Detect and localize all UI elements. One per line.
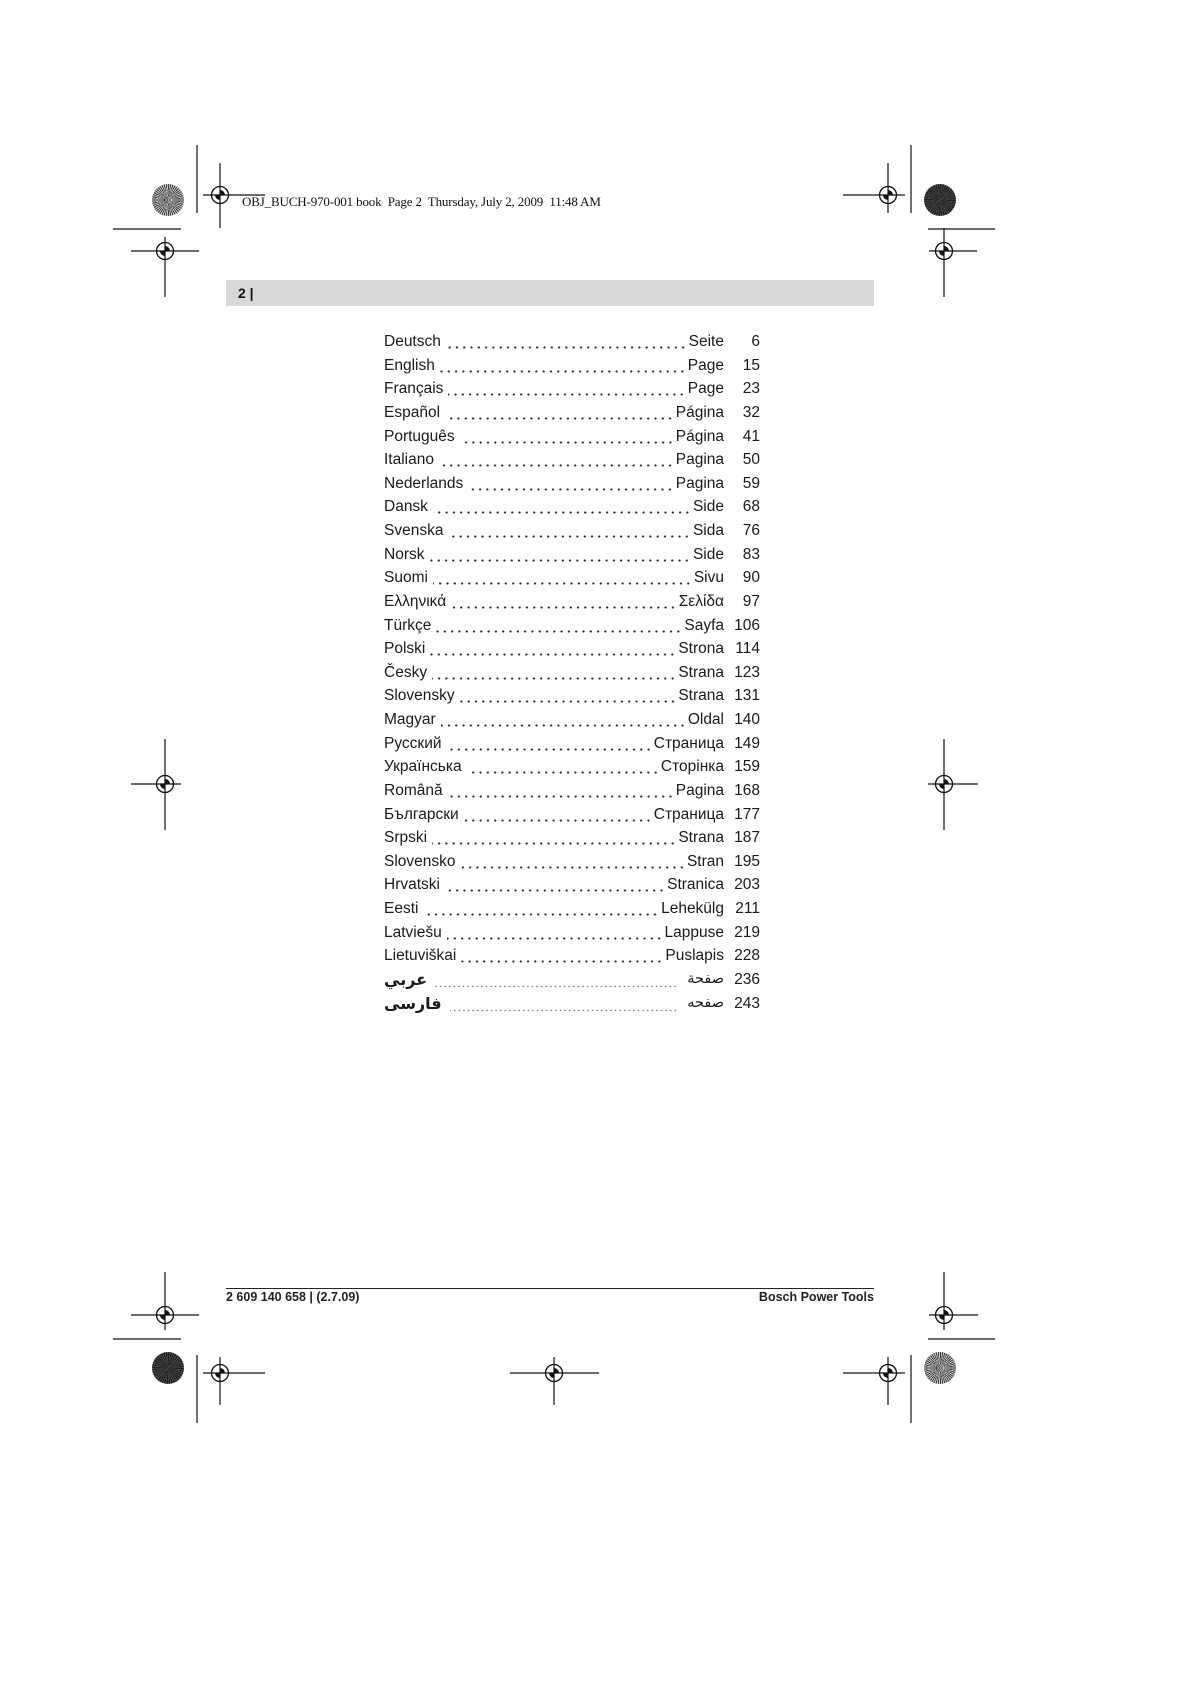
toc-entry [384, 826, 760, 850]
footer-brand: Bosch Power Tools [758, 1290, 874, 1304]
registration-target-fill [220, 1368, 225, 1373]
page-header-bar [226, 280, 874, 306]
footer-document-number: 2 609 140 658 | (2.7.09) [226, 1290, 360, 1304]
dot-leader [433, 495, 691, 519]
toc-entry [384, 661, 760, 685]
dot-leader [461, 850, 685, 874]
page-label: Σελίδα [678, 592, 724, 610]
toc-entry [384, 897, 760, 921]
toc-entry [384, 448, 760, 472]
dot-leader [446, 330, 687, 354]
page-number: 32 [742, 403, 760, 421]
page-number: 228 [734, 947, 760, 965]
toc-entry [384, 637, 760, 661]
registration-target-fill [220, 190, 225, 195]
registration-target-fill [160, 251, 165, 256]
dot-leader [447, 921, 663, 945]
page-label: Página [675, 403, 724, 421]
language-name: Suomi [384, 569, 428, 587]
dot-leader [432, 826, 676, 850]
page-number: 168 [734, 781, 760, 799]
page-number: 243 [734, 994, 760, 1012]
toc-entry [384, 543, 760, 567]
registration-target-fill [888, 190, 893, 195]
language-name: Latviešu [384, 923, 442, 941]
registration-starburst [924, 184, 956, 216]
dot-leader [433, 566, 692, 590]
page-number: 114 [735, 640, 760, 658]
page-number-label: 2 | [238, 285, 254, 301]
registration-target-fill [160, 1315, 165, 1320]
page-number: 59 [742, 474, 760, 492]
language-name: Hrvatski [384, 876, 440, 894]
registration-target-fill [883, 1373, 888, 1378]
page-number: 187 [734, 829, 760, 847]
page-label: Pagina [675, 451, 724, 469]
registration-target-fill [215, 1373, 220, 1378]
toc-entry [384, 614, 760, 638]
page-label: Sida [692, 522, 724, 539]
page-number: 106 [734, 616, 760, 634]
page-label: صفحة [687, 970, 724, 987]
toc-entry [384, 590, 760, 614]
toc-entry [384, 755, 760, 779]
page-number: 68 [742, 498, 760, 516]
dot-leader [435, 968, 677, 992]
language-name: English [384, 356, 435, 374]
page-number: 97 [742, 592, 760, 610]
dot-leader [460, 425, 674, 449]
dot-leader [448, 519, 691, 543]
toc-entry [384, 354, 760, 378]
language-name: Deutsch [384, 333, 441, 350]
page-label: Sivu [693, 569, 724, 587]
language-name: Українська [384, 758, 462, 776]
page-label: Stran [686, 852, 724, 870]
toc-entry [384, 401, 760, 425]
page-number: 23 [742, 380, 760, 398]
page-label: Side [692, 498, 724, 516]
page-number: 83 [742, 545, 760, 563]
registration-target-fill [944, 1310, 949, 1315]
language-name: Lietuviškai [384, 947, 457, 965]
toc-entry [384, 873, 760, 897]
dot-leader [461, 944, 663, 968]
language-name: Български [384, 805, 459, 823]
dot-leader [451, 590, 677, 614]
dot-leader [450, 992, 678, 1016]
language-name: Magyar [384, 711, 436, 728]
dot-leader [445, 401, 674, 425]
dot-leader [432, 661, 676, 685]
page-label: Puslapis [665, 947, 724, 965]
page-label: Страница [653, 734, 724, 752]
registration-target-fill [939, 1315, 944, 1320]
toc-entry [384, 779, 760, 803]
language-name: Dansk [384, 498, 428, 516]
page-label: Page [687, 380, 724, 398]
language-name: Česky [384, 663, 428, 681]
language-name: Русский [384, 734, 442, 752]
dot-leader [467, 755, 659, 779]
page-label: Страница [653, 805, 724, 823]
toc-entry [384, 425, 760, 449]
toc-entry [384, 921, 760, 945]
page-label: Side [692, 545, 724, 563]
toc-entry [384, 472, 760, 496]
registration-target-fill [165, 246, 170, 251]
print-imprint-line: OBJ_BUCH-970-001 book Page 2 Thursday, July 2, 2009 11:48 AM [242, 194, 601, 209]
page-label: Strana [678, 829, 724, 847]
language-name: Norsk [384, 545, 425, 563]
registration-target-fill [549, 1373, 554, 1378]
page-number: 131 [734, 687, 760, 705]
page-label: Página [675, 427, 724, 445]
language-name: Eesti [384, 900, 419, 917]
dot-leader [445, 873, 665, 897]
language-name: Nederlands [384, 474, 464, 492]
page-label: Stranica [667, 876, 724, 894]
page-label: Сторінка [660, 758, 724, 776]
toc-entry [384, 330, 760, 354]
language-name: Srpski [384, 829, 428, 847]
page-label: Lappuse [664, 923, 724, 941]
page-number: 211 [735, 900, 760, 917]
page-label: Seite [688, 333, 724, 350]
dot-leader [448, 779, 674, 803]
language-name: Slovensky [384, 687, 455, 705]
page-number: 140 [734, 711, 760, 728]
toc-entry [384, 803, 760, 827]
toc-entry [384, 708, 760, 732]
page-number: 177 [734, 805, 760, 823]
toc-entry [384, 944, 760, 968]
page-number: 236 [734, 970, 760, 988]
toc-entry [384, 850, 760, 874]
language-name: Svenska [384, 522, 444, 539]
dot-leader [460, 684, 677, 708]
page-number: 6 [751, 333, 760, 350]
page-label: Strona [678, 640, 724, 658]
registration-target-fill [939, 251, 944, 256]
toc-entry [384, 732, 760, 756]
registration-target-fill [554, 1368, 559, 1373]
dot-leader [468, 472, 673, 496]
language-name: Slovensko [384, 852, 456, 870]
toc-entry [384, 377, 760, 401]
page-label: Sayfa [684, 616, 724, 634]
dot-leader [436, 614, 682, 638]
dot-leader [441, 708, 686, 732]
registration-starburst [924, 1352, 956, 1384]
page-number: 15 [742, 356, 760, 374]
language-name: Polski [384, 640, 426, 658]
page-number: 41 [742, 427, 760, 445]
dot-leader [423, 897, 659, 921]
page-number: 195 [734, 852, 760, 870]
registration-target-fill [215, 195, 220, 200]
page-label: Pagina [675, 474, 724, 492]
page-number: 76 [742, 522, 760, 539]
dot-leader [447, 732, 652, 756]
language-name: Português [384, 427, 455, 445]
registration-target-fill [165, 1310, 170, 1315]
page-number: 219 [734, 923, 760, 941]
page-number: 123 [734, 663, 760, 681]
page-label: Strana [678, 663, 724, 681]
language-name: Italiano [384, 451, 434, 469]
registration-starburst [152, 184, 184, 216]
page-number: 90 [742, 569, 760, 587]
registration-target-fill [160, 784, 165, 789]
page-label: Page [687, 356, 724, 374]
language-name: Français [384, 380, 444, 398]
page-number: 159 [734, 758, 760, 776]
dot-leader [439, 448, 674, 472]
page-label: Lehekülg [661, 900, 724, 917]
page-label: Strana [678, 687, 724, 705]
registration-target-fill [944, 779, 949, 784]
toc-entry [384, 684, 760, 708]
toc-entry [384, 495, 760, 519]
page-label: صفحه [687, 994, 724, 1011]
registration-starburst [152, 1352, 184, 1384]
dot-leader [464, 803, 652, 827]
language-name: عربي [384, 969, 428, 989]
language-name: Ελληνικά [384, 592, 447, 610]
language-name: Türkçe [384, 616, 432, 634]
toc-list [384, 330, 760, 1015]
page-number: 149 [734, 734, 760, 752]
page-label: Pagina [675, 781, 724, 799]
registration-target-fill [883, 195, 888, 200]
footer-divider [226, 1288, 874, 1289]
language-name: فارسی [384, 993, 442, 1013]
toc-entry [384, 566, 760, 590]
registration-target-fill [939, 784, 944, 789]
language-name: Română [384, 781, 443, 799]
dot-leader [429, 543, 690, 567]
toc-entry [384, 992, 760, 1016]
registration-target-fill [165, 779, 170, 784]
language-name: Español [384, 403, 441, 421]
toc-entry [384, 519, 760, 543]
dot-leader [448, 377, 685, 401]
dot-leader [440, 354, 686, 378]
page-number: 50 [742, 451, 760, 469]
registration-target-fill [944, 246, 949, 251]
page-label: Oldal [687, 711, 724, 728]
registration-target-fill [888, 1368, 893, 1373]
toc-entry [384, 968, 760, 992]
page-number: 203 [734, 876, 760, 894]
dot-leader [430, 637, 676, 661]
